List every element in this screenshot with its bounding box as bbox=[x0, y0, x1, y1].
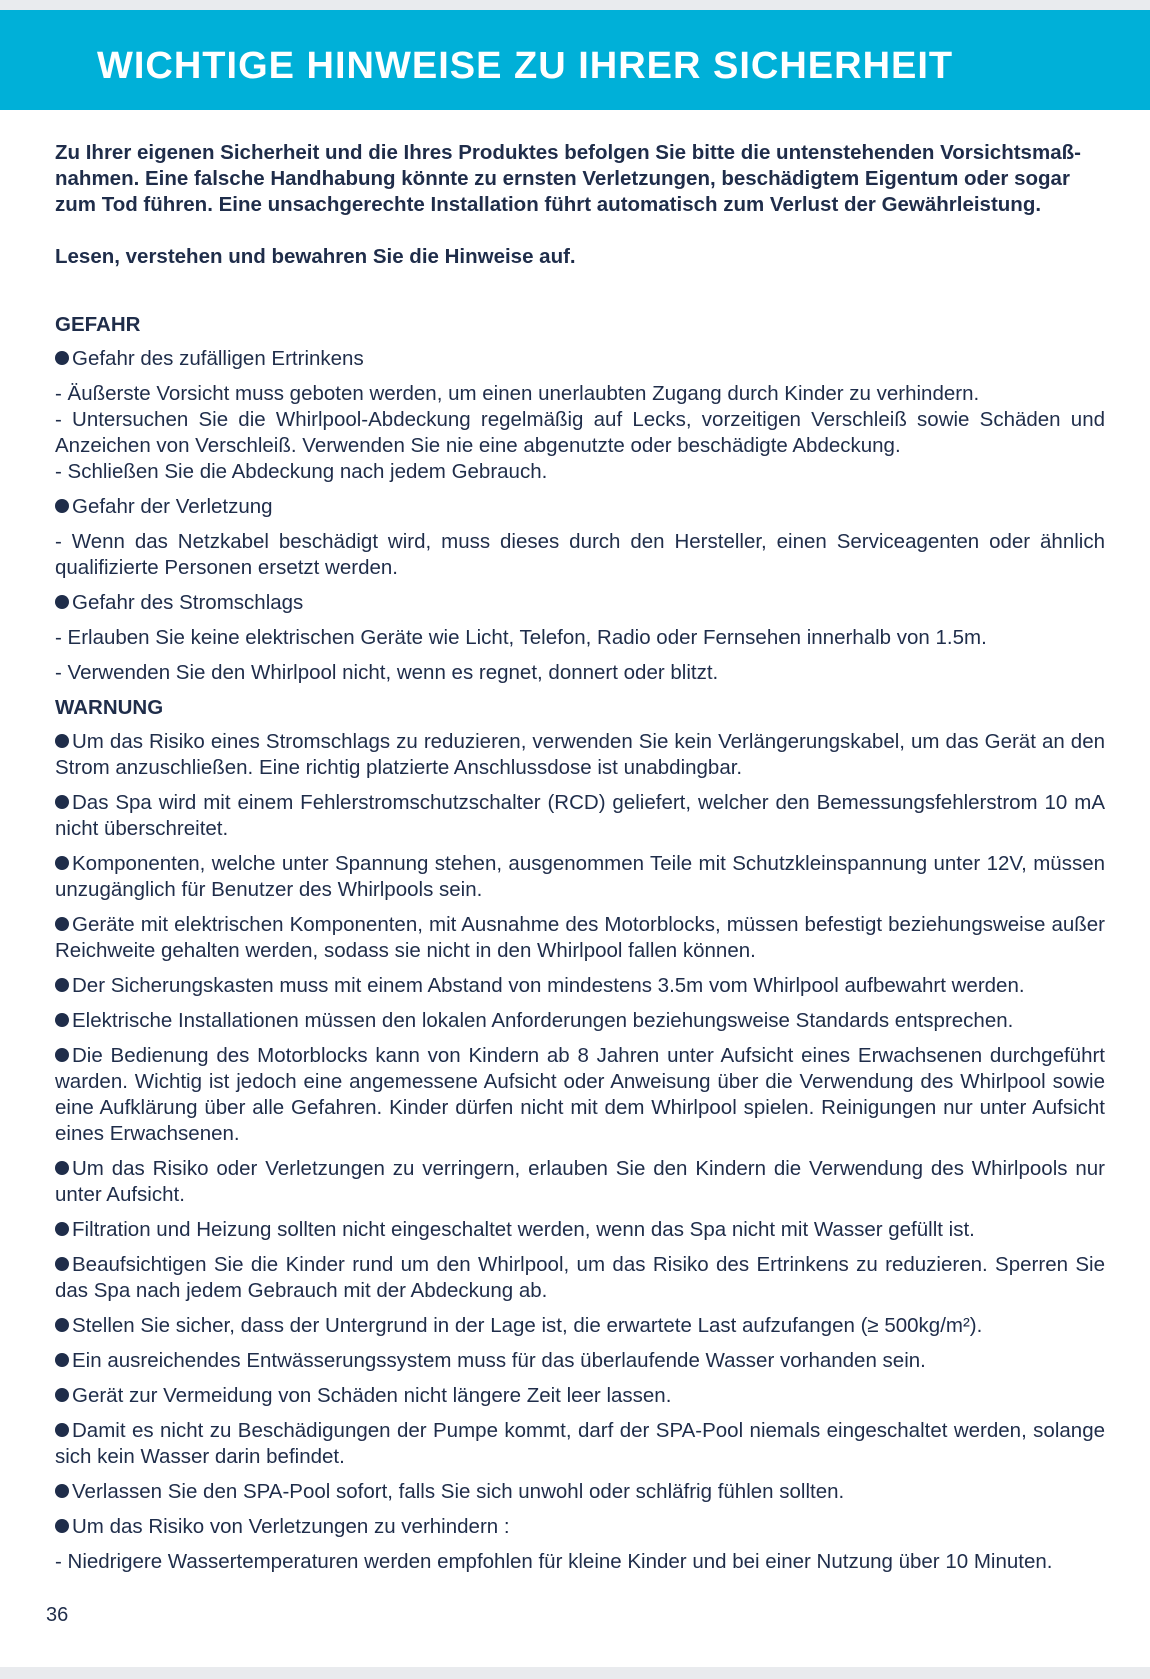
bullet-dot-icon bbox=[55, 595, 69, 609]
bullet-dot-icon bbox=[55, 978, 69, 992]
gefahr-heading: GEFAHR bbox=[55, 313, 141, 336]
warnung-item bbox=[55, 1383, 1105, 1409]
warnung-item bbox=[55, 729, 1105, 781]
bullet-text: Elektrische Installationen müssen den lokalen Anforderungen beziehungsweise Standards entsprechen. bbox=[72, 1009, 1014, 1032]
warnung-item bbox=[55, 973, 1105, 999]
sub-line: - Untersuchen Sie die Whirlpool-Abdeckung regelmäßig auf Lecks, vorzeitigen Verschleiß sowie Schäden und Anzeichen von Verschleiß. Verwenden Sie nie eine abgenutzte oder beschädigte Abdeckung. bbox=[55, 408, 1105, 457]
content bbox=[55, 140, 1105, 1584]
bullet-text: Filtration und Heizung sollten nicht eingeschaltet werden, wenn das Spa nicht mit Wasser gefüllt ist. bbox=[72, 1218, 975, 1241]
bullet-dot-icon bbox=[55, 1161, 69, 1175]
warnung-item bbox=[55, 912, 1105, 964]
warnung-item bbox=[55, 1217, 1105, 1243]
bullet-dot-icon bbox=[55, 1013, 69, 1027]
warnung-list bbox=[55, 729, 1105, 1540]
bullet-text: Gefahr des Stromschlags bbox=[72, 591, 304, 614]
header-banner bbox=[0, 10, 1150, 110]
warnung-item bbox=[55, 1252, 1105, 1304]
warnung-item bbox=[55, 1348, 1105, 1374]
bullet-dot-icon bbox=[55, 1318, 69, 1332]
bullet-text: Gerät zur Vermeidung von Schäden nicht längere Zeit leer lassen. bbox=[72, 1384, 672, 1407]
warnung-item bbox=[55, 1479, 1105, 1505]
manual-page bbox=[0, 10, 1150, 1667]
sub-line: - Äußerste Vorsicht muss geboten werden, um einen unerlaubten Zugang durch Kinder zu verhindern. bbox=[55, 382, 980, 405]
warnung-item bbox=[55, 1043, 1105, 1147]
bullet-text: Beaufsichtigen Sie die Kinder rund um den Whirlpool, um das Risiko des Ertrinkens zu reduzieren. Sperren Sie das Spa nach jedem Gebrauch mit der Abdeckung ab. bbox=[55, 1253, 1105, 1302]
warnung-item bbox=[55, 1156, 1105, 1208]
bullet-text: Gefahr des zufälligen Ertrinkens bbox=[72, 347, 364, 370]
bullet-dot-icon bbox=[55, 1423, 69, 1437]
warnung-item bbox=[55, 851, 1105, 903]
bullet-text: Damit es nicht zu Beschädigungen der Pumpe kommt, darf der SPA-Pool niemals eingeschaltet werden, solange sich kein Wasser darin befindet. bbox=[55, 1419, 1105, 1468]
bullet-dot-icon bbox=[55, 1388, 69, 1402]
bullet-dot-icon bbox=[55, 499, 69, 513]
page-title: WICHTIGE HINWEISE ZU IHRER SICHERHEIT bbox=[97, 45, 954, 87]
bullet-text: Um das Risiko von Verletzungen zu verhindern : bbox=[72, 1515, 510, 1538]
bullet-text: Verlassen Sie den SPA-Pool sofort, falls Sie sich unwohl oder schläfrig fühlen sollten. bbox=[72, 1480, 845, 1503]
sub-line: - Wenn das Netzkabel beschädigt wird, muss dieses durch den Hersteller, einen Serviceagenten oder ähnlich qualifizierte Personen ersetzt werden. bbox=[55, 530, 1105, 579]
bullet-text: Das Spa wird mit einem Fehlerstromschutzschalter (RCD) geliefert, welcher den Bemessungsfehlerstrom 10 mA nicht überschreitet. bbox=[55, 791, 1105, 840]
bullet-item bbox=[55, 590, 1105, 616]
bullet-text: Gefahr der Verletzung bbox=[72, 495, 273, 518]
sub-line: - Verwenden Sie den Whirlpool nicht, wenn es regnet, donnert oder blitzt. bbox=[55, 661, 719, 684]
warnung-item bbox=[55, 1514, 1105, 1540]
warnung-item bbox=[55, 790, 1105, 842]
bullet-dot-icon bbox=[55, 1519, 69, 1533]
bullet-dot-icon bbox=[55, 795, 69, 809]
warnung-item bbox=[55, 1418, 1105, 1470]
warnung-heading: WARNUNG bbox=[55, 696, 164, 719]
sub-line: - Erlauben Sie keine elektrischen Geräte wie Licht, Telefon, Radio oder Fernsehen innerhalb von 1.5m. bbox=[55, 626, 987, 649]
sub-line: - Niedrigere Wassertemperaturen werden empfohlen für kleine Kinder und bei einer Nutzung über 10 Minuten. bbox=[55, 1550, 1053, 1573]
sub-line: - Schließen Sie die Abdeckung nach jedem Gebrauch. bbox=[55, 460, 548, 483]
bullet-text: Stellen Sie sicher, dass der Untergrund in der Lage ist, die erwartete Last aufzufangen (≥ 500kg/m²). bbox=[72, 1314, 983, 1337]
bullet-dot-icon bbox=[55, 1484, 69, 1498]
bullet-text: Ein ausreichendes Entwässerungssystem muss für das überlaufende Wasser vorhanden sein. bbox=[72, 1349, 926, 1372]
read-note: Lesen, verstehen und bewahren Sie die Hinweise auf. bbox=[55, 245, 576, 268]
bullet-dot-icon bbox=[55, 1048, 69, 1062]
warnung-item bbox=[55, 1313, 1105, 1339]
bullet-text: Der Sicherungskasten muss mit einem Abstand von mindestens 3.5m vom Whirlpool aufbewahrt werden. bbox=[72, 974, 1025, 997]
bullet-dot-icon bbox=[55, 1257, 69, 1271]
bullet-dot-icon bbox=[55, 917, 69, 931]
warnung-item bbox=[55, 1008, 1105, 1034]
bullet-dot-icon bbox=[55, 1353, 69, 1367]
page-number: 36 bbox=[46, 1604, 69, 1626]
bullet-text: Die Bedienung des Motorblocks kann von Kindern ab 8 Jahren unter Aufsicht eines Erwachsenen durchgeführt warden. Wichtig ist jedoch eine angemessene Aufsicht oder Anweisung über die Verwendung des Whirlpool sowie eine Aufklärung über alle Gefahren. Kinder dürfen nicht mit dem Whirlpool spielen. Reinigungen nur unter Aufsicht eines Erwachsenen. bbox=[55, 1044, 1105, 1145]
bullet-dot-icon bbox=[55, 351, 69, 365]
bullet-item bbox=[55, 494, 1105, 520]
bullet-item bbox=[55, 346, 1105, 372]
bullet-text: Um das Risiko eines Stromschlags zu reduzieren, verwenden Sie kein Verlängerungskabel, um das Gerät an den Strom anzuschließen. Eine richtig platzierte Anschlussdose ist unabdingbar. bbox=[55, 730, 1105, 779]
bullet-dot-icon bbox=[55, 856, 69, 870]
bullet-text: Komponenten, welche unter Spannung stehen, ausgenommen Teile mit Schutzkleinspannung unter 12V, müssen unzugänglich für Benutzer des Whirlpools sein. bbox=[55, 852, 1105, 901]
intro-paragraph: Zu Ihrer eigenen Sicherheit und die Ihres Produktes befolgen Sie bitte die untenstehenden Vorsichtsmaßnahmen. Eine falsche Handhabung könnte zu ernsten Verletzungen, beschädigtem Eigentum oder sogar zum Tod führen. Eine unsachgerechte Installation führt automatisch zum Verlust der Gewährleistung. bbox=[55, 141, 1081, 216]
bullet-text: Um das Risiko oder Verletzungen zu verringern, erlauben Sie den Kindern die Verwendung des Whirlpools nur unter Aufsicht. bbox=[55, 1157, 1105, 1206]
bullet-dot-icon bbox=[55, 1222, 69, 1236]
bullet-text: Geräte mit elektrischen Komponenten, mit Ausnahme des Motorblocks, müssen befestigt beziehungsweise außer Reichweite gehalten werden, sodass sie nicht in den Whirlpool fallen können. bbox=[55, 913, 1105, 962]
bullet-dot-icon bbox=[55, 734, 69, 748]
